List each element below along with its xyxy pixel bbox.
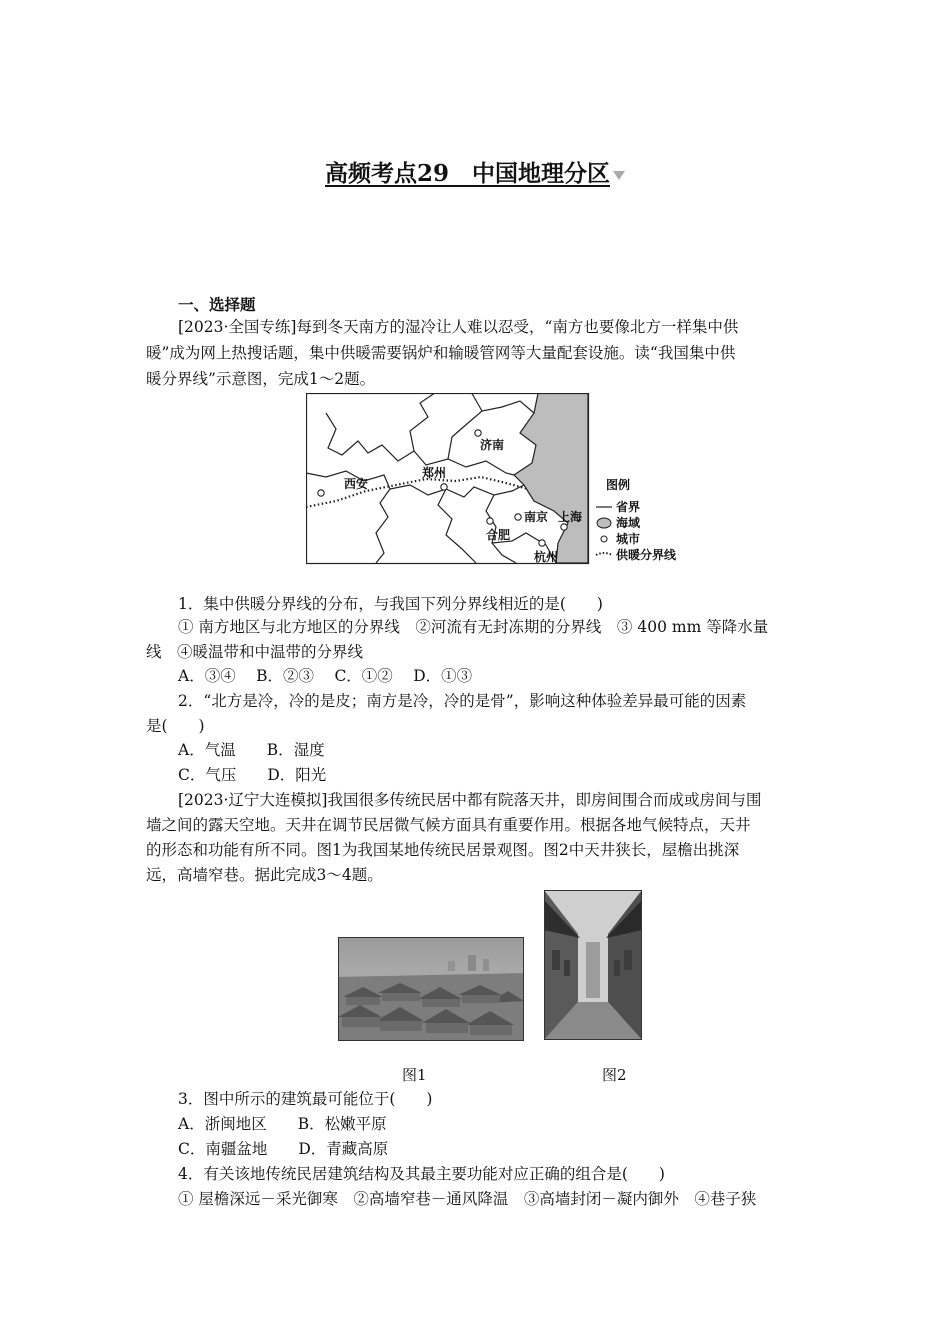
intro1-line1: [2023·全国专练]每到冬天南方的湿冷让人难以忍受，“南方也要像北方一样集中供 <box>178 318 739 336</box>
city-label-jinan: 济南 <box>480 438 505 452</box>
city-marker <box>487 518 493 524</box>
legend-heating-line: 供暖分界线 <box>616 548 677 562</box>
city-marker <box>515 514 521 520</box>
q1-options-line2: 线 ④暖温带和中温带的分界线 <box>146 643 364 661</box>
legend-sea: 海域 <box>616 516 641 530</box>
figure1-caption: 图1 <box>402 1066 427 1084</box>
city-marker <box>475 430 481 436</box>
q3-options-cd: C．南疆盆地 D．青藏高原 <box>178 1140 389 1158</box>
q1-answers: A．③④ B．②③ C．①② D．①③ <box>178 667 473 685</box>
dropdown-triangle-icon <box>613 171 625 180</box>
city-label-hefei: 合肥 <box>486 528 511 542</box>
city-marker <box>441 484 447 490</box>
city-label-hangzhou: 杭州 <box>534 550 559 564</box>
city-marker <box>318 490 324 496</box>
intro2-line1: [2023·辽宁大连模拟]我国很多传统民居中都有院落天井，即房间围合而成或房间与围 <box>178 791 762 809</box>
q3-stem: 3．图中所示的建筑最可能位于( ) <box>178 1090 433 1108</box>
legend-title: 图例 <box>606 478 631 492</box>
heating-boundary-map <box>306 393 690 573</box>
q4-stem: 4．有关该地传统民居建筑结构及其最主要功能对应正确的组合是( ) <box>178 1165 665 1183</box>
intro1-line3: 暖分界线”示意图，完成1～2题。 <box>146 370 376 388</box>
intro2-line4: 远，高墙窄巷。据此完成3～4题。 <box>146 866 383 884</box>
figure1-photo <box>338 937 524 1041</box>
intro2-line3: 的形态和功能有所不同。图1为我国某地传统民居景观图。图2中天井狭长，屋檐出挑深 <box>146 841 740 859</box>
map-legend <box>596 477 677 562</box>
q2-stem-line1: 2．“北方是冷，冷的是皮；南方是冷，冷的是骨”，影响这种体验差异最可能的因素 <box>178 692 747 710</box>
q4-options: ① 屋檐深远－采光御寒 ②高墙窄巷－通风降温 ③高墙封闭－凝内御外 ④巷子狭 <box>178 1190 757 1208</box>
city-label-nanjing: 南京 <box>524 510 549 524</box>
q2-options-cd: C．气压 D．阳光 <box>178 766 327 784</box>
city-label-zhengzhou: 郑州 <box>422 466 447 480</box>
intro1-line2: 暖”成为网上热搜话题，集中供暖需要锅炉和输暖管网等大量配套设施。读“我国集中供 <box>146 344 736 362</box>
q2-stem-line2: 是( ) <box>146 717 205 735</box>
city-marker <box>561 524 567 530</box>
section-heading: 一、选择题 <box>178 295 256 314</box>
city-marker <box>539 540 545 546</box>
q2-options-ab: A．气温 B．湿度 <box>178 741 325 759</box>
q1-options-line1: ① 南方地区与北方地区的分界线 ②河流有无封冻期的分界线 ③ 400 mm 等降水量 <box>178 618 769 636</box>
q1-stem: 1．集中供暖分界线的分布，与我国下列分界线相近的是( ) <box>178 595 603 613</box>
figure2-photo <box>544 890 642 1040</box>
city-label-xian: 西安 <box>344 477 369 491</box>
page-title: 高频考点29 中国地理分区 <box>0 155 950 188</box>
figure2-caption: 图2 <box>602 1066 627 1084</box>
city-label-shanghai: 上海 <box>558 510 583 524</box>
legend-city: 城市 <box>616 532 641 546</box>
intro2-line2: 墙之间的露天空地。天井在调节民居微气候方面具有重要作用。根据各地气候特点，天井 <box>146 816 751 834</box>
q3-options-ab: A．浙闽地区 B．松嫩平原 <box>178 1115 387 1133</box>
legend-province: 省界 <box>616 500 641 514</box>
